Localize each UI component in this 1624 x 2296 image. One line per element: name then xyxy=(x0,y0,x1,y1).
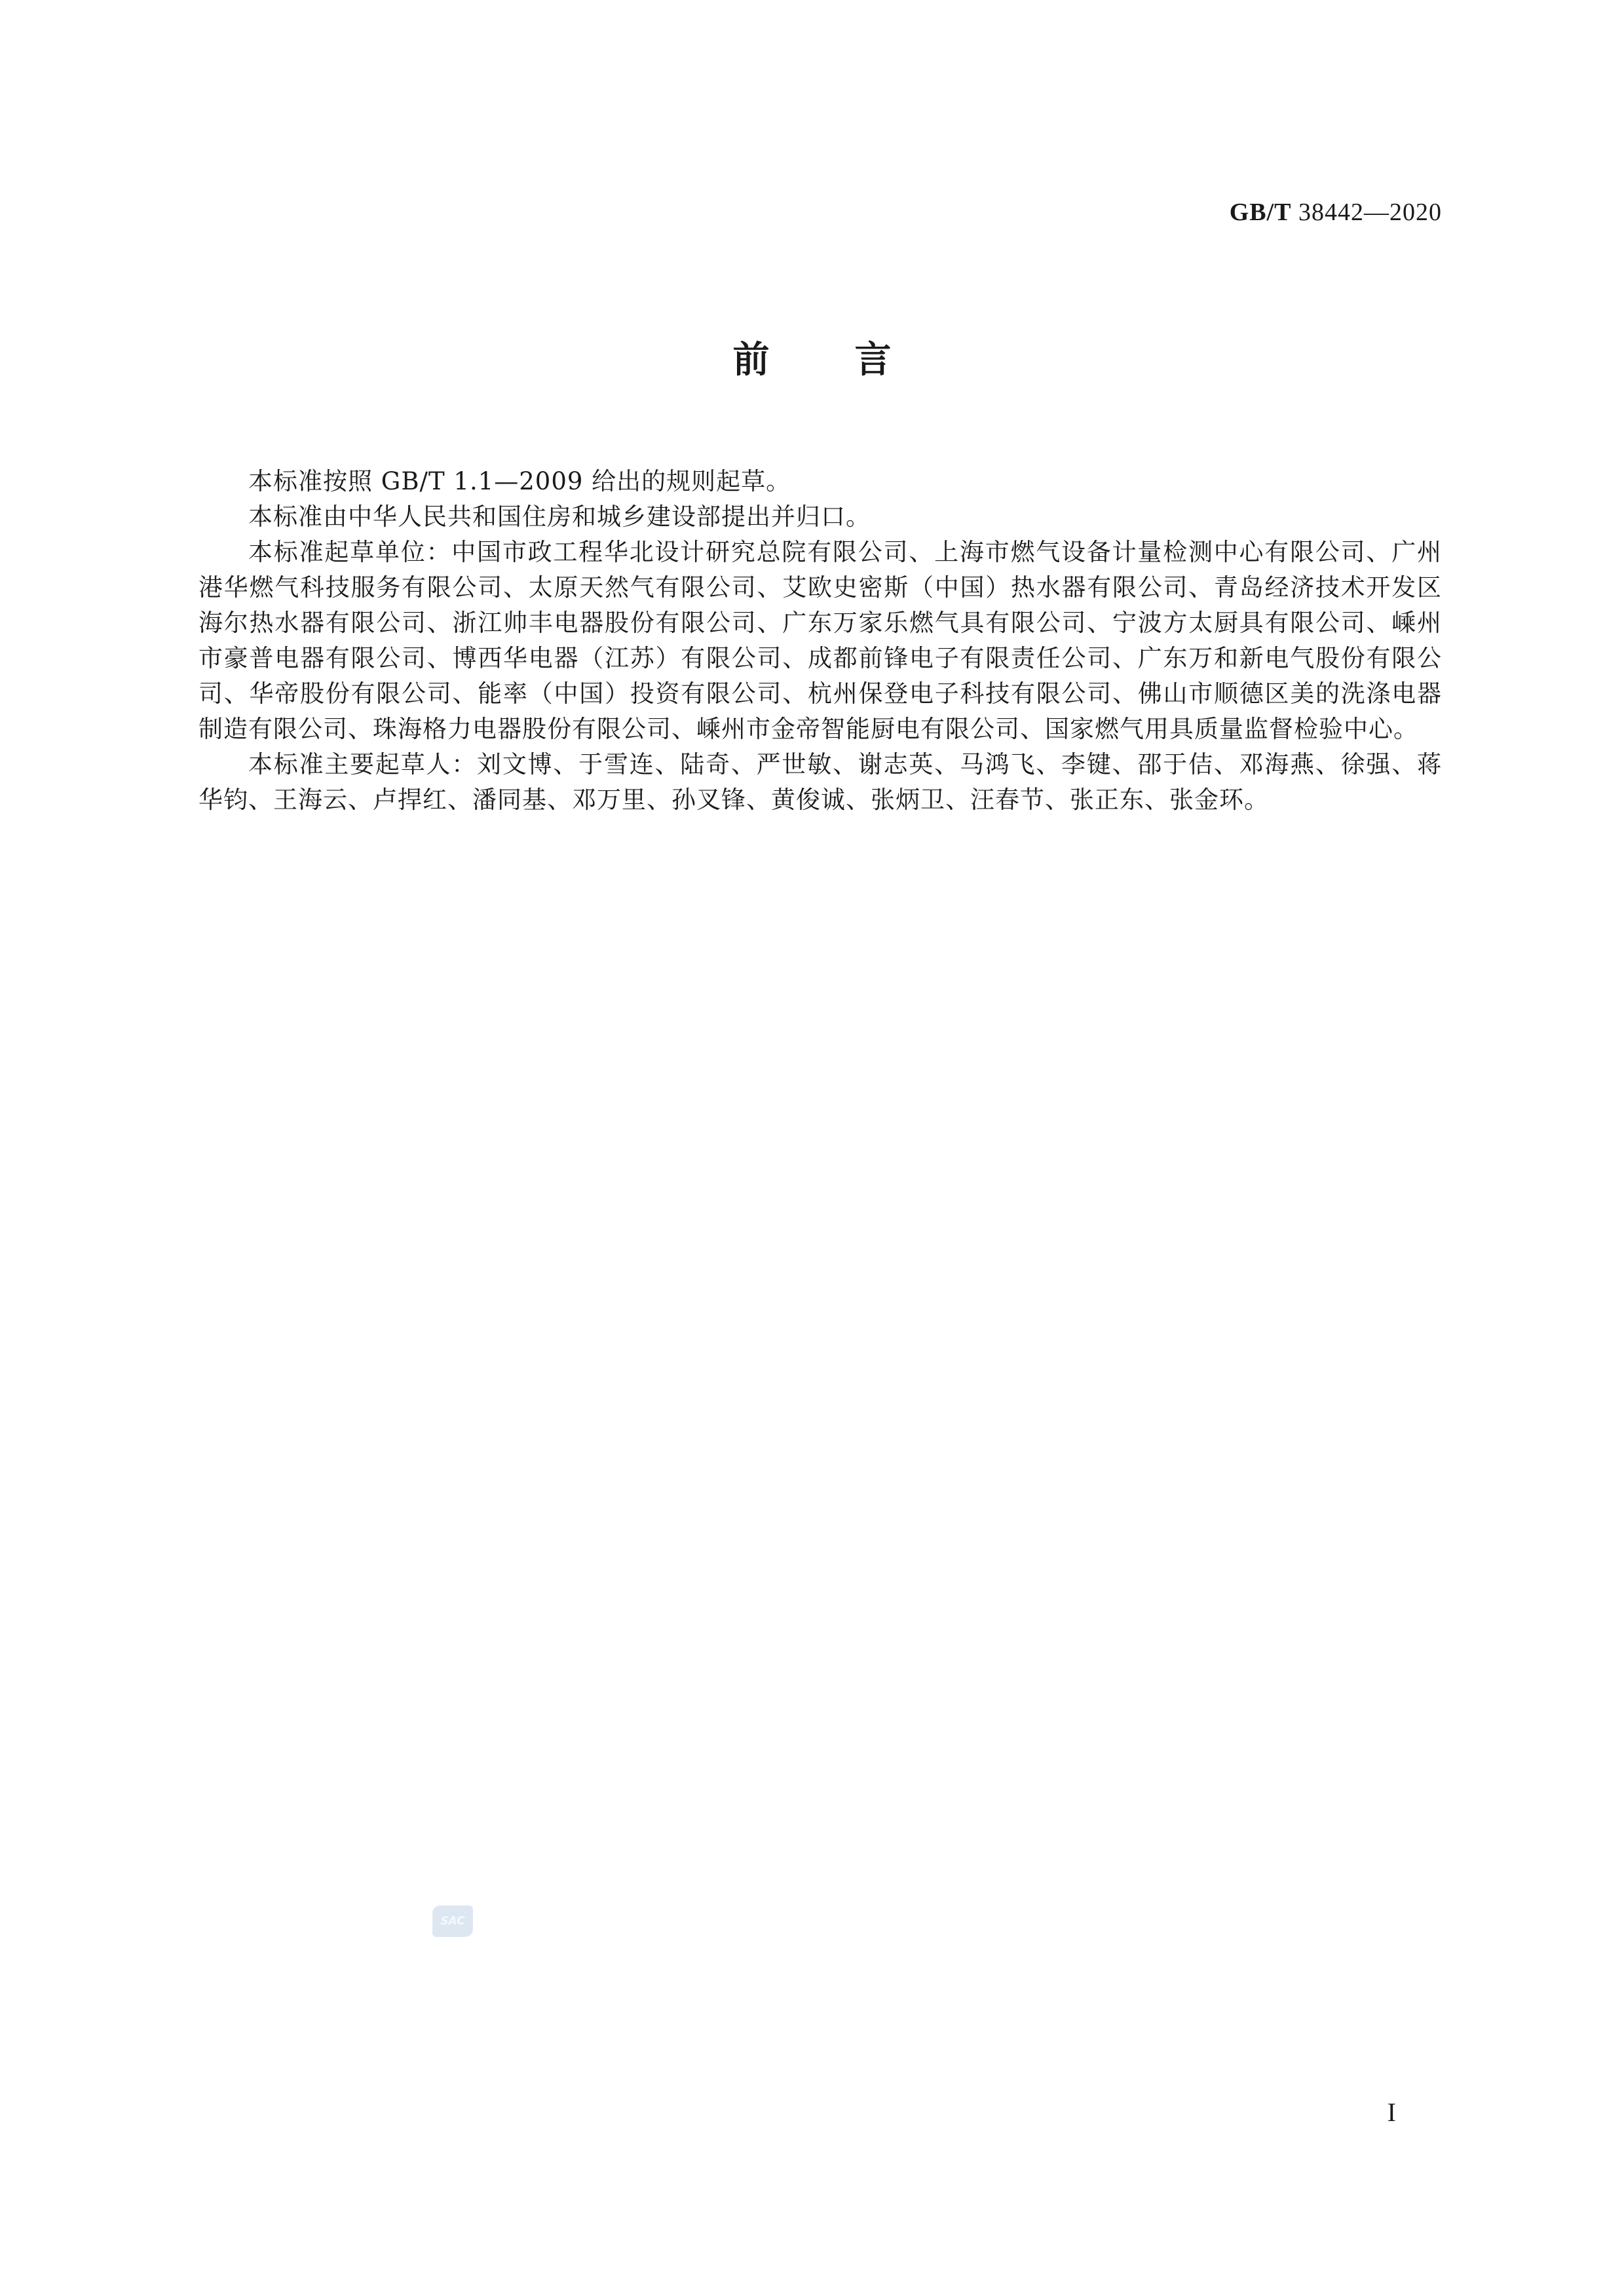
page-title: 前言 xyxy=(732,339,977,381)
watermark-text: SAC xyxy=(440,1915,465,1928)
page-number: I xyxy=(1387,2097,1396,2127)
paragraph-drafters: 本标准主要起草人：刘文博、于雪连、陆奇、严世敏、谢志英、马鸿飞、李键、邵于佶、邓海燕、徐强、蒋华钧、王海云、卢捍红、潘同基、邓万里、孙叉锋、黄俊诚、张炳卫、汪春节、张正东、张金环。 xyxy=(198,750,1442,814)
sac-watermark-logo xyxy=(432,1905,473,1937)
standard-year-number: 38442—2020 xyxy=(1298,199,1442,226)
standard-number xyxy=(1230,198,1442,227)
foreword-body xyxy=(198,464,1442,818)
paragraph-proposer: 本标准由中华人民共和国住房和城乡建设部提出并归口。 xyxy=(248,503,871,531)
paragraph-drafting-units: 本标准起草单位：中国市政工程华北设计研究总院有限公司、上海市燃气设备计量检测中心有限公司、广州港华燃气科技服务有限公司、太原天然气有限公司、艾欧史密斯（中国）热水器有限公司、青岛经济技术开发区海尔热水器有限公司、浙江帅丰电器股份有限公司、广东万家乐燃气具有限公司、宁波方太厨具有限公司、嵊州市豪普电器有限公司、博西华电器（江苏）有限公司、成都前锋电子有限责任公司、广东万和新电气股份有限公司、华帝股份有限公司、能率（中国）投资有限公司、杭州保登电子科技有限公司、佛山市顺德区美的洗涤电器制造有限公司、珠海格力电器股份有限公司、嵊州市金帝智能厨电有限公司、国家燃气用具质量监督检验中心。 xyxy=(198,538,1442,743)
paragraph-drafting-rules: 本标准按照 GB/T 1.1—2009 给出的规则起草。 xyxy=(248,467,791,495)
standard-code: GB/T xyxy=(1229,199,1292,226)
